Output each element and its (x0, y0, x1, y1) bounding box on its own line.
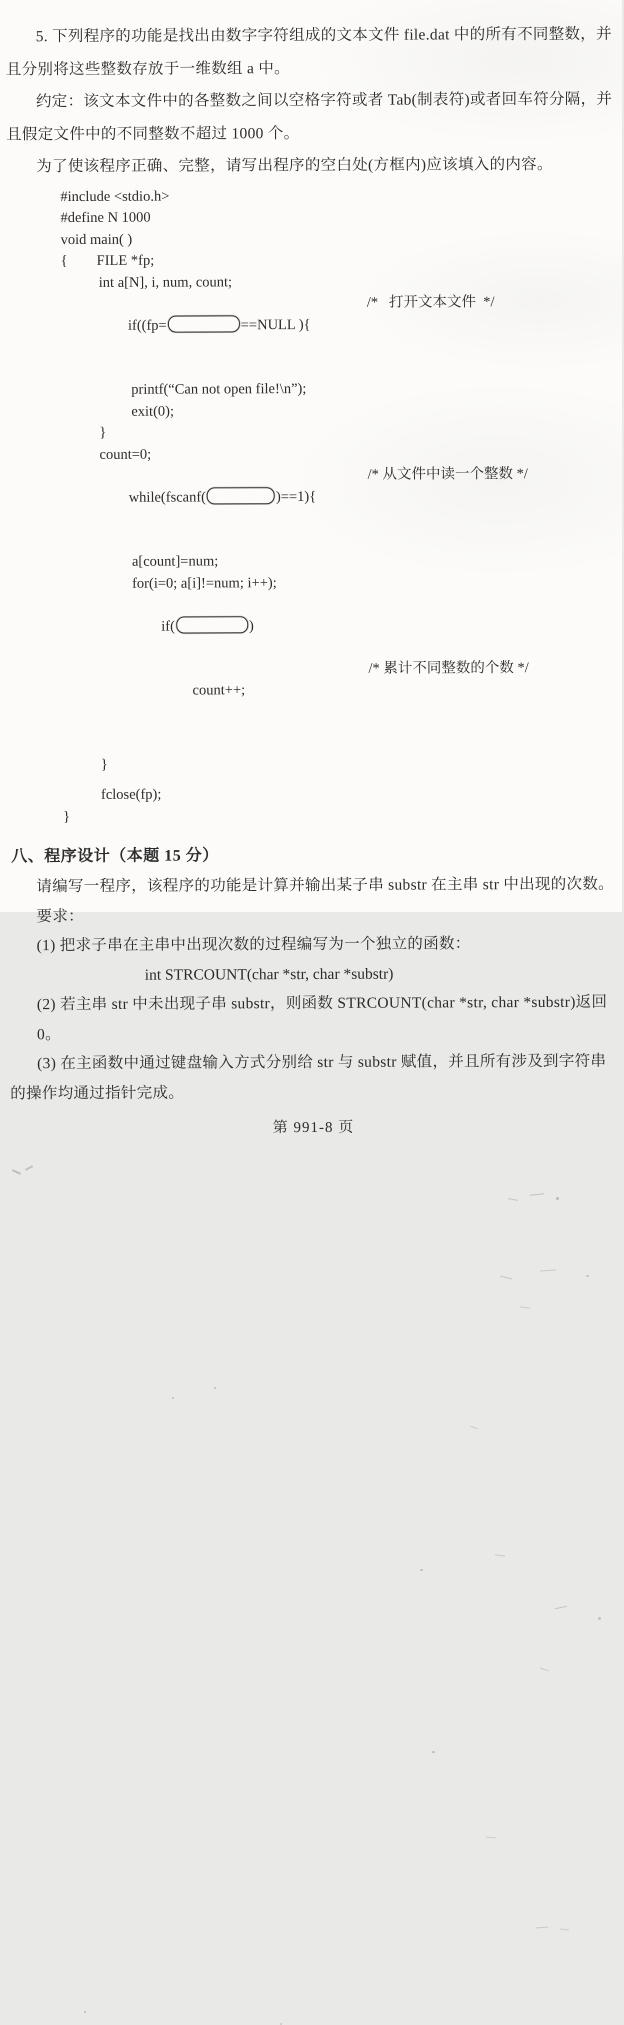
q5-text-line: 为了使该程序正确、完整，请写出程序的空白处(方框内)应该填入的内容。 (36, 155, 553, 176)
code-line: printf(“Can not open file!\n”); (131, 381, 307, 398)
code-text: count++; (192, 682, 246, 699)
s8-text-line: 的操作均通过指针完成。 (10, 1084, 185, 1102)
code-line: void main( ) (60, 231, 133, 248)
s8-function-prototype: int STRCOUNT(char *str, char *substr) (144, 965, 394, 984)
code-line: } (100, 756, 108, 773)
code-text: )==1){ (275, 488, 317, 505)
code-line (0, 464, 622, 553)
code-line: count=0; (99, 446, 152, 463)
answer-blank-box-2 (207, 487, 275, 504)
s8-requirement-1: (1) 把求子串在主串中出现次数的过程编写为一个独立的函数： (36, 935, 471, 955)
s8-requirement-3: (3) 在主函数中通过键盘输入方式分别给 str 与 substr 赋值，并且所有涉及到字符串 (37, 1052, 607, 1073)
code-line: { FILE *fp; (60, 252, 155, 270)
section-8-heading: 八、程序设计（本题 15 分） (11, 847, 219, 866)
q5-text-line: 且分别将这些整数存放于一维数组 a 中。 (5, 59, 290, 78)
code-text: if( (161, 618, 175, 635)
q5-text-line: 5. 下列程序的功能是找出由数字字符组成的文本文件 file.dat 中的所有不同整数，并 (35, 25, 612, 46)
code-line: #define N 1000 (60, 209, 151, 227)
code-line (0, 657, 622, 746)
code-line (0, 593, 622, 660)
s8-text-line: 要求： (36, 907, 84, 925)
code-line: int a[N], i, num, count; (98, 273, 233, 291)
code-comment: /* 打开文本文件 */ (366, 294, 495, 311)
code-line: for(i=0; a[i]!=num; i++); (132, 574, 277, 592)
page-number: 第 991-8 页 (272, 1119, 355, 1137)
code-line (0, 292, 621, 381)
answer-blank-box-1 (168, 315, 240, 332)
code-comment: /* 从文件中读一个整数 */ (367, 466, 528, 483)
q5-text-line: 约定：该文本文件中的各整数之间以空格字符或者 Tab(制表符)或者回车符分隔，并 (35, 90, 613, 111)
code-line: exit(0); (131, 403, 175, 420)
code-text: ==NULL ){ (240, 316, 311, 333)
q5-text-line: 且假定文件中的不同整数不超过 1000 个。 (6, 124, 300, 143)
code-line: } (99, 424, 107, 441)
code-comment: /* 累计不同整数的个数 */ (368, 659, 529, 677)
code-text: while(fscanf( (128, 488, 207, 506)
code-text: ) (248, 617, 254, 634)
s8-requirement-2: (2) 若主串 str 中未出现子串 substr，则函数 STRCOUNT(char *str, char *substr)返回 0。 (36, 993, 612, 1043)
code-line: } (63, 808, 71, 825)
code-text: if((fp= (127, 317, 167, 334)
s8-text-line: 请编写一程序，该程序的功能是计算并输出某子串 substr 在主串 str 中出现的次数。 (36, 875, 614, 896)
code-line: #include <stdio.h> (60, 188, 170, 205)
code-listing (0, 184, 623, 828)
code-line: fclose(fp); (100, 786, 162, 803)
code-line: a[count]=num; (131, 553, 219, 570)
answer-blank-box-3 (176, 616, 248, 633)
